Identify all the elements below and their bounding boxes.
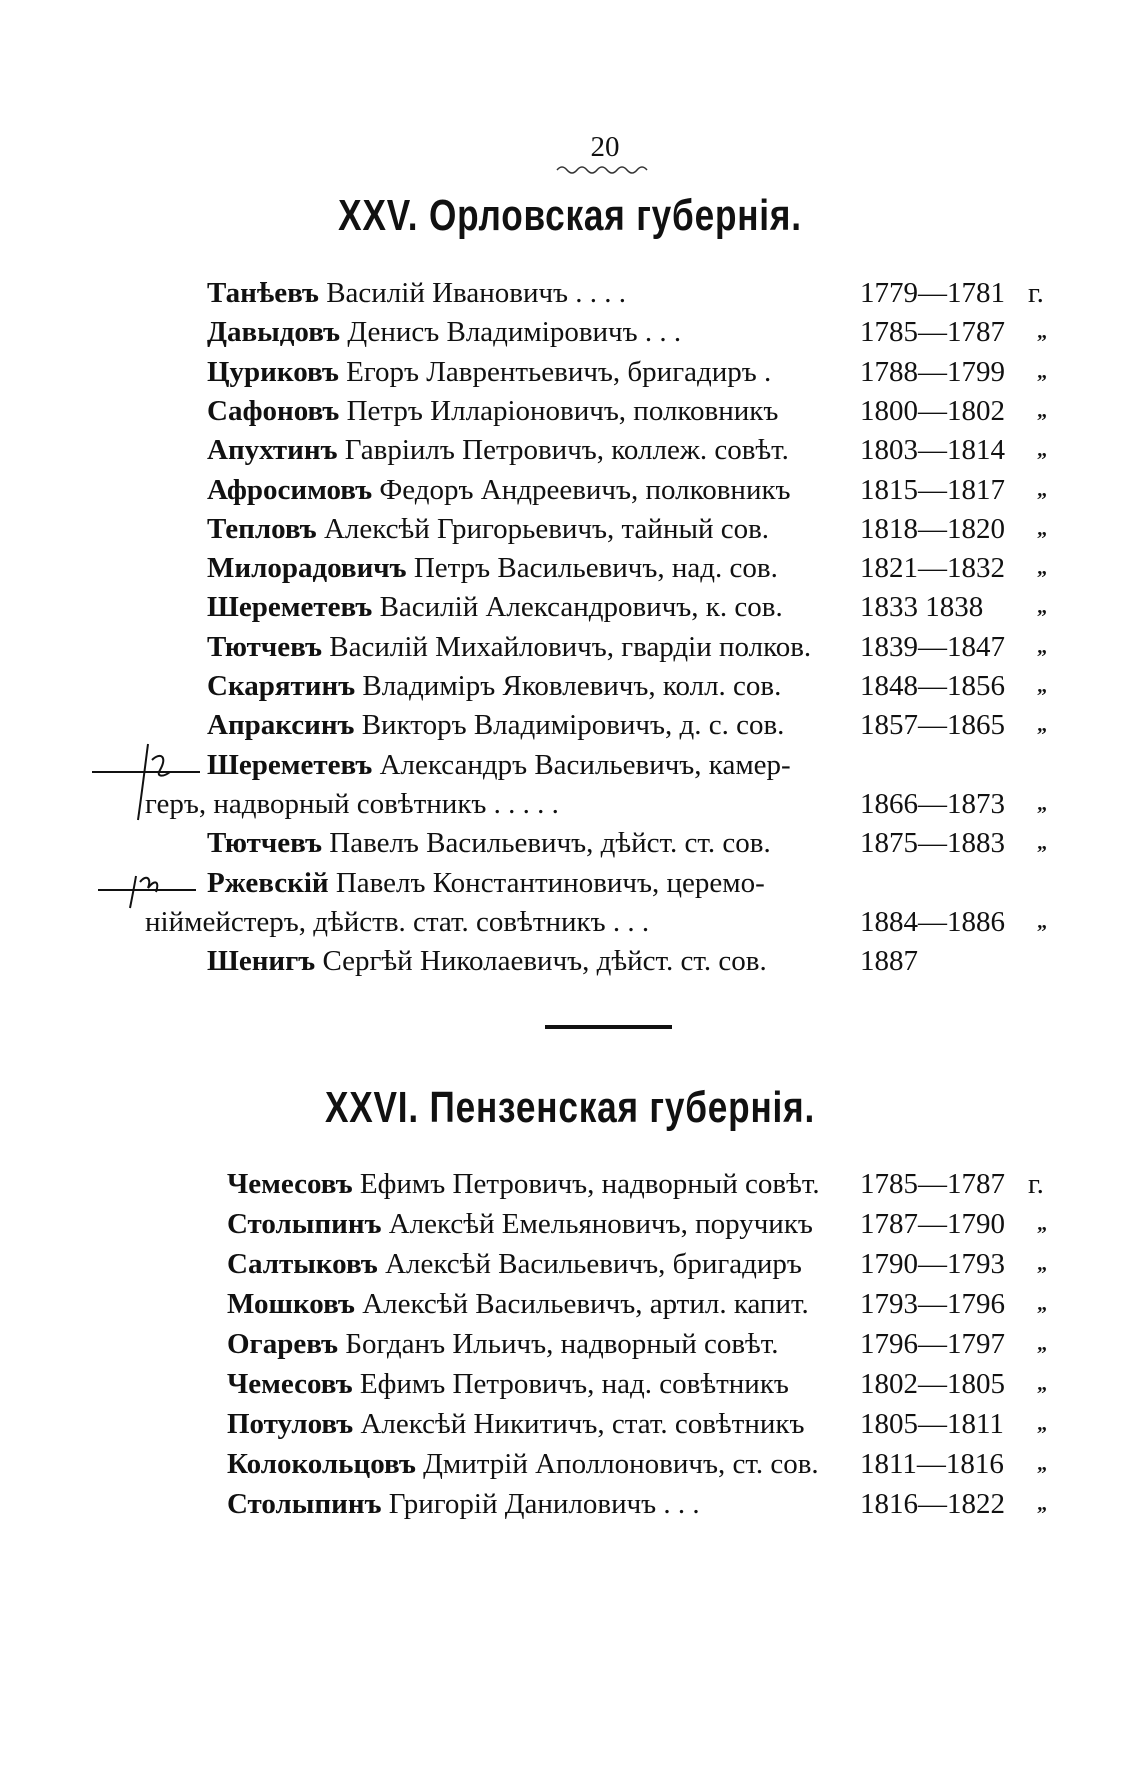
entry-text	[207, 471, 791, 509]
years: 1793—1796	[860, 1288, 1005, 1320]
entry-text	[207, 588, 783, 626]
handwritten-cross-mark	[90, 742, 210, 822]
years: 1816—1822	[860, 1488, 1005, 1520]
name-and-rank: Александръ Васильевичъ, камер-	[379, 748, 791, 781]
entry-text	[207, 392, 778, 430]
surname: Шенигъ	[207, 945, 316, 978]
section-title: XXVI. Пензенская губернія.	[324, 1083, 816, 1132]
years: 1785—1787	[860, 316, 1005, 349]
name-and-rank: Егоръ Лаврентьевичъ, бригадиръ .	[346, 355, 772, 388]
entry-row	[145, 1445, 1065, 1483]
year-unit: „	[1037, 1213, 1047, 1235]
entry-text	[227, 1485, 700, 1523]
name-and-rank: Алексѣй Никитичъ, стат. совѣтникъ	[360, 1408, 805, 1440]
years: 1887	[860, 945, 918, 978]
surname: Апраксинъ	[207, 709, 355, 742]
year-unit: „	[1037, 832, 1047, 855]
years: 1821—1832	[860, 552, 1005, 585]
surname: Шереметевъ	[207, 591, 373, 624]
entry-row-continuation	[145, 785, 1065, 823]
name-and-rank: Дмитрій Аполлоновичъ, ст. сов.	[423, 1448, 819, 1480]
entry-row	[145, 1405, 1065, 1443]
entry-row	[145, 1285, 1065, 1323]
years: 1788—1799	[860, 355, 1005, 388]
year-unit: „	[1037, 439, 1047, 462]
year-unit: „	[1037, 596, 1047, 619]
year-unit: г.	[1028, 277, 1044, 309]
year-unit: „	[1037, 635, 1047, 658]
years: 1800—1802	[860, 394, 1005, 427]
name-and-rank: Петръ Илларіоновичъ, полковникъ	[346, 394, 779, 427]
name-and-rank: Павелъ Константиновичъ, церемо-	[335, 866, 765, 899]
entry-text	[207, 942, 767, 980]
surname: Салтыковъ	[227, 1248, 378, 1280]
year-unit: „	[1037, 792, 1047, 815]
surname: Милорадовичъ	[207, 552, 407, 585]
entry-row	[145, 274, 1065, 312]
surname: Скарятинъ	[207, 670, 356, 702]
surname: Тютчевъ	[207, 827, 322, 860]
name-and-rank: Ефимъ Петровичъ, над. совѣтникъ	[359, 1368, 789, 1400]
years: 1848—1856	[860, 670, 1005, 702]
years: 1790—1793	[860, 1248, 1005, 1280]
name-and-rank: Федоръ Андреевичъ, полковникъ	[379, 473, 791, 506]
entry-text	[227, 1445, 819, 1483]
entry-row	[145, 824, 1065, 862]
surname: Колокольцовъ	[227, 1448, 416, 1480]
surname: Ржевскій	[207, 866, 329, 899]
year-unit: „	[1037, 675, 1047, 697]
surname: Сафоновъ	[207, 394, 340, 427]
year-unit: „	[1037, 910, 1047, 933]
entry-row	[145, 628, 1065, 666]
entry-row-continuation	[145, 903, 1065, 941]
entry-text	[227, 1325, 779, 1363]
years: 1785—1787	[860, 1168, 1005, 1200]
entry-row	[145, 706, 1065, 744]
entry-row	[145, 864, 1065, 902]
name-and-rank: Викторъ Владиміровичъ, д. с. сов.	[361, 709, 785, 742]
entry-row	[145, 353, 1065, 391]
name-and-rank: Владиміръ Яковлевичъ, колл. сов.	[362, 670, 782, 702]
section-title: XXV. Орловская губернія.	[338, 191, 802, 240]
year-unit: „	[1037, 1493, 1047, 1515]
year-unit: „	[1037, 360, 1047, 383]
years: 1875—1883	[860, 827, 1005, 860]
entry-text	[207, 864, 765, 902]
entry-row	[145, 471, 1065, 509]
entry-text	[207, 313, 681, 351]
entry-row	[145, 1325, 1065, 1363]
entry-row	[145, 431, 1065, 469]
entry-text	[227, 1405, 804, 1443]
year-unit: „	[1037, 321, 1047, 344]
name-and-rank: Василій Ивановичъ . . . .	[326, 277, 627, 309]
name-and-rank: Денисъ Владиміровичъ . . .	[347, 316, 682, 349]
name-and-rank: Григорій Даниловичъ . . .	[388, 1488, 700, 1520]
surname: Цуриковъ	[207, 355, 339, 388]
entry-text	[207, 667, 781, 705]
name-and-rank: Алексѣй Васильевичъ, бригадиръ	[385, 1248, 802, 1280]
years: 1866—1873	[860, 787, 1005, 820]
name-and-rank: Гавріилъ Петровичъ, коллеж. совѣт.	[344, 434, 789, 467]
page-number: 20	[590, 131, 620, 163]
entry-row	[145, 1485, 1065, 1523]
year-unit: „	[1037, 1333, 1047, 1355]
name-and-rank: Ефимъ Петровичъ, надворный совѣт.	[359, 1168, 820, 1200]
continuation-text: ніймейстеръ, дѣйств. стат. совѣтникъ . . .	[145, 905, 650, 938]
name-and-rank: Богданъ Ильичъ, надворный совѣт.	[345, 1328, 779, 1360]
years: 1815—1817	[860, 473, 1005, 506]
entry-text	[207, 746, 791, 784]
year-unit: „	[1037, 1253, 1047, 1275]
entry-text	[207, 431, 789, 469]
entry-text	[207, 628, 811, 666]
surname: Столыпинъ	[227, 1208, 382, 1240]
entry-text	[227, 1165, 820, 1203]
entry-text	[227, 1245, 802, 1283]
entry-text	[207, 824, 771, 862]
years: 1779—1781	[860, 277, 1005, 309]
surname: Апухтинъ	[207, 434, 338, 467]
surname: Тепловъ	[207, 512, 317, 545]
name-and-rank: Василій Александровичъ, к. сов.	[379, 591, 783, 624]
name-and-rank: Алексѣй Емельяновичъ, поручикъ	[388, 1208, 813, 1240]
entry-row	[145, 1165, 1065, 1203]
continuation-text: геръ, надворный совѣтникъ . . . . .	[145, 787, 559, 820]
entry-row	[145, 510, 1065, 548]
year-unit: „	[1037, 1413, 1047, 1435]
years: 1802—1805	[860, 1368, 1005, 1400]
year-unit: „	[1037, 714, 1047, 737]
year-unit: „	[1037, 1373, 1047, 1395]
years: 1796—1797	[860, 1328, 1005, 1360]
surname: Потуловъ	[227, 1408, 354, 1440]
surname: Танѣевъ	[207, 277, 319, 309]
section-divider	[545, 1025, 672, 1029]
year-unit: г.	[1028, 1168, 1044, 1200]
entry-row	[145, 746, 1065, 784]
entry-row	[145, 549, 1065, 587]
surname: Огаревъ	[227, 1328, 339, 1360]
surname: Чемесовъ	[227, 1168, 353, 1200]
years: 1839—1847	[860, 630, 1005, 663]
entry-text	[227, 1205, 813, 1243]
years: 1787—1790	[860, 1208, 1005, 1240]
name-and-rank: Алексѣй Григорьевичъ, тайный сов.	[323, 512, 770, 545]
entry-row	[145, 1245, 1065, 1283]
years: 1857—1865	[860, 709, 1005, 742]
entry-text	[227, 1365, 789, 1403]
year-unit: „	[1037, 517, 1047, 540]
entry-text	[207, 353, 771, 391]
surname: Столыпинъ	[227, 1488, 382, 1520]
year-unit: „	[1037, 1453, 1047, 1475]
surname: Давыдовъ	[207, 316, 341, 349]
year-unit: „	[1037, 557, 1047, 580]
year-unit: „	[1037, 399, 1047, 422]
surname: Афросимовъ	[207, 473, 373, 506]
entry-row	[145, 588, 1065, 626]
years: 1884—1886	[860, 905, 1005, 938]
page-number-ornament	[555, 164, 655, 176]
entry-row	[145, 313, 1065, 351]
surname: Шереметевъ	[207, 748, 373, 781]
year-unit: „	[1037, 478, 1047, 501]
entry-text	[207, 706, 784, 744]
name-and-rank: Сергѣй Николаевичъ, дѣйст. ст. сов.	[322, 945, 767, 978]
name-and-rank: Алексѣй Васильевичъ, артил. капит.	[362, 1288, 809, 1320]
surname: Тютчевъ	[207, 630, 322, 663]
entry-row	[145, 667, 1065, 705]
years: 1818—1820	[860, 512, 1005, 545]
entry-text	[207, 549, 778, 587]
year-unit: „	[1037, 1293, 1047, 1315]
years: 1833 1838	[860, 591, 984, 624]
surname: Мошковъ	[227, 1288, 355, 1320]
name-and-rank: Павелъ Васильевичъ, дѣйст. ст. сов.	[329, 827, 771, 860]
entry-row	[145, 1205, 1065, 1243]
years: 1803—1814	[860, 434, 1005, 467]
name-and-rank: Василій Михайловичъ, гвардіи полков.	[329, 630, 812, 663]
years: 1805—1811	[860, 1408, 1004, 1440]
years: 1811—1816	[860, 1448, 1004, 1480]
entry-text	[227, 1285, 809, 1323]
entry-row	[145, 1365, 1065, 1403]
entry-row	[145, 942, 1065, 980]
surname: Чемесовъ	[227, 1368, 353, 1400]
name-and-rank: Петръ Васильевичъ, над. сов.	[413, 552, 778, 585]
entry-row	[145, 392, 1065, 430]
handwritten-cross-mark	[96, 870, 206, 910]
entry-text	[207, 274, 626, 312]
entry-text	[207, 510, 769, 548]
